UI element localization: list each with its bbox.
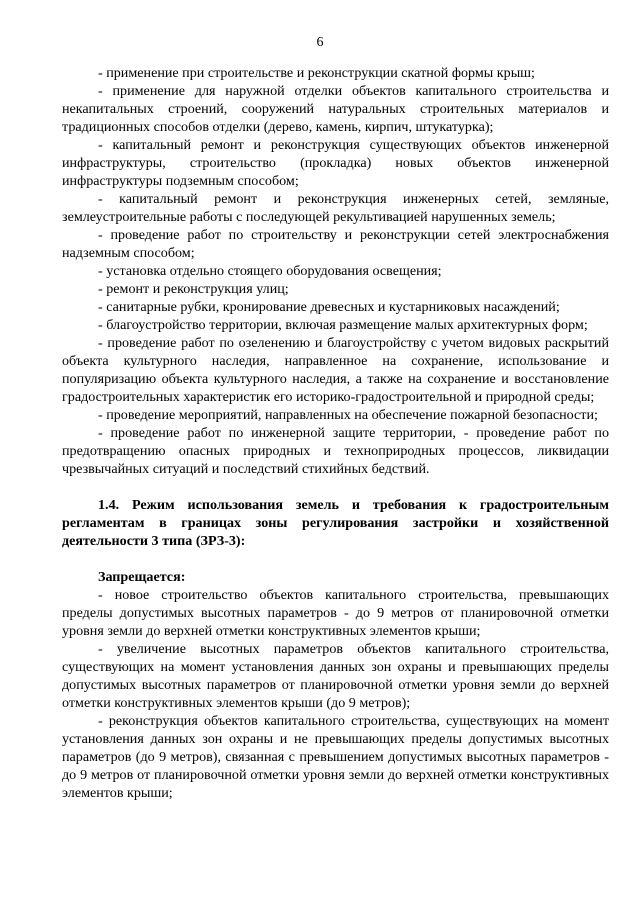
- page-content: [62, 64, 609, 802]
- list-item: - применение для наружной отделки объектов капитального строительства и некапитальных строений, сооружений натуральных строительных материалов и традиционных способов отделки (дерево, камень, кирпич, штукатурка);: [62, 83, 609, 135]
- section-heading: 1.4. Режим использования земель и требования к градостроительным регламентам в границах зоны регулирования застройки и хозяйственной деятельности 3 типа (ЗРЗ-3):: [62, 497, 609, 549]
- list-item: - установка отдельно стоящего оборудования освещения;: [98, 263, 442, 279]
- prohibited-item: - реконструкция объектов капитального строительства, существующих на момент установления данных зон охраны и не превышающих пределы допустимых высотных параметров (до 9 метров), связанная с превышением допустимых высотных параметров - до 9 метров от планировочной отметки уровня земли до верхней отметки конструктивных элементов крыши;: [62, 713, 609, 801]
- prohibited-item: - увеличение высотных параметров объектов капитального строительства, существующих на момент установления данных зон охраны и превышающих пределы допустимых высотных параметров от планировочной отметки уровня земли до верхней отметки конструктивных элементов крыши (до 9 метров);: [62, 641, 609, 711]
- prohibited-item: - новое строительство объектов капитального строительства, превышающих пределы допустимых высотных параметров - до 9 метров от планировочной отметки уровня земли до верхней отметки конструктивных элементов крыши;: [62, 587, 609, 639]
- prohibited-heading: Запрещается:: [98, 569, 186, 585]
- list-item: - проведение мероприятий, направленных на обеспечение пожарной безопасности;: [98, 407, 598, 423]
- list-item: - применение при строительстве и реконструкции скатной формы крыш;: [98, 65, 535, 81]
- list-item: - ремонт и реконструкция улиц;: [98, 281, 289, 297]
- list-item: - капитальный ремонт и реконструкция существующих объектов инженерной инфраструктуры, строительство (прокладка) новых объектов инженерной инфраструктуры подземным способом;: [62, 137, 609, 189]
- list-item: - проведение работ по строительству и реконструкции сетей электроснабжения надземным способом;: [62, 227, 609, 261]
- list-item: - проведение работ по озеленению и благоустройству с учетом видовых раскрытий объекта культурного наследия, направленное на сохранение, использование и популяризацию объекта культурного наследия, а также на сохранение и восстановление градостроительных характеристик его историко-градостроительной и природной среды;: [62, 335, 609, 405]
- list-item: - благоустройство территории, включая размещение малых архитектурных форм;: [98, 317, 588, 333]
- list-item: - капитальный ремонт и реконструкция инженерных сетей, земляные, землеустроительные работы с последующей рекультивацией нарушенных земель;: [62, 191, 609, 225]
- list-item: - санитарные рубки, кронирование древесных и кустарниковых насаждений;: [98, 299, 560, 315]
- list-item: - проведение работ по инженерной защите территории, - проведение работ по предотвращению опасных природных и техноприродных процессов, ликвидации чрезвычайных ситуаций и последствий стихийных бедствий.: [62, 425, 609, 477]
- page-number: 6: [316, 35, 324, 50]
